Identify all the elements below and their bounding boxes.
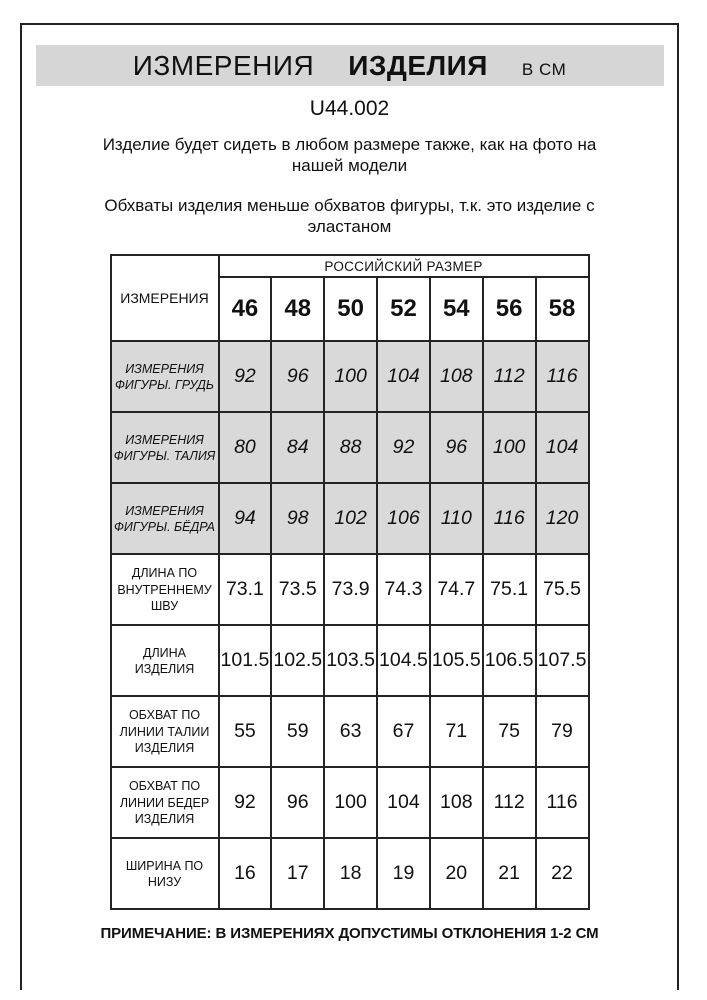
measurement-value: 96 <box>430 412 483 483</box>
measurement-value: 20 <box>430 838 483 909</box>
measurement-value: 73.1 <box>219 554 272 625</box>
table-row <box>111 412 589 483</box>
measurement-value: 74.7 <box>430 554 483 625</box>
table-row <box>111 625 589 696</box>
measurement-value: 80 <box>219 412 272 483</box>
measurement-value: 101.5 <box>219 625 272 696</box>
measurement-value: 73.5 <box>271 554 324 625</box>
measurement-value: 71 <box>430 696 483 767</box>
size-column-header: 56 <box>483 277 536 341</box>
measurement-value: 88 <box>324 412 377 483</box>
measurement-value: 67 <box>377 696 430 767</box>
measurement-value: 75 <box>483 696 536 767</box>
measurement-value: 75.1 <box>483 554 536 625</box>
measurement-value: 55 <box>219 696 272 767</box>
row-label: ДЛИНА ПО ВНУТРЕННЕМУ ШВУ <box>111 554 219 625</box>
measurement-value: 100 <box>324 341 377 412</box>
intro-elastane-note: Обхваты изделия меньше обхватов фигуры, т.к. это изделие с эластаном <box>104 196 595 237</box>
title-product: ИЗДЕЛИЯ <box>348 50 488 81</box>
measurement-value: 92 <box>219 767 272 838</box>
measurement-value: 92 <box>219 341 272 412</box>
size-column-header: 58 <box>536 277 589 341</box>
row-label: ОБХВАТ ПО ЛИНИИ БЕДЕР ИЗДЕЛИЯ <box>111 767 219 838</box>
size-table <box>110 254 590 910</box>
measurement-value: 92 <box>377 412 430 483</box>
measurement-value: 104 <box>377 341 430 412</box>
row-label: ОБХВАТ ПО ЛИНИИ ТАЛИИ ИЗДЕЛИЯ <box>111 696 219 767</box>
table-row <box>111 838 589 909</box>
size-column-header: 54 <box>430 277 483 341</box>
measurement-value: 110 <box>430 483 483 554</box>
tolerance-note: ПРИМЕЧАНИЕ: В ИЗМЕРЕНИЯХ ДОПУСТИМЫ ОТКЛОНЕНИЯ 1-2 СМ <box>100 925 599 943</box>
measurement-value: 94 <box>219 483 272 554</box>
table-row <box>111 341 589 412</box>
measurement-value: 59 <box>271 696 324 767</box>
measurement-value: 112 <box>483 341 536 412</box>
measurement-value: 96 <box>271 341 324 412</box>
size-column-header: 52 <box>377 277 430 341</box>
group-header-russian-size: РОССИЙСКИЙ РАЗМЕР <box>219 255 589 277</box>
title-measurements: ИЗМЕРЕНИЯ <box>132 50 315 81</box>
row-label: ИЗМЕРЕНИЯ ФИГУРЫ. ГРУДЬ <box>111 341 219 412</box>
size-column-header: 50 <box>324 277 377 341</box>
row-label: ИЗМЕРЕНИЯ ФИГУРЫ. ТАЛИЯ <box>111 412 219 483</box>
measurement-value: 104 <box>536 412 589 483</box>
measurement-value: 103.5 <box>324 625 377 696</box>
measurement-value: 120 <box>536 483 589 554</box>
measurement-value: 84 <box>271 412 324 483</box>
document-page <box>20 23 679 990</box>
title-bar <box>36 45 664 86</box>
measurement-value: 17 <box>271 838 324 909</box>
measurement-value: 108 <box>430 341 483 412</box>
article-number: U44.002 <box>309 97 390 120</box>
measurement-value: 21 <box>483 838 536 909</box>
measurement-value: 106.5 <box>483 625 536 696</box>
measurement-value: 100 <box>324 767 377 838</box>
measurement-value: 98 <box>271 483 324 554</box>
measurement-value: 16 <box>219 838 272 909</box>
measurement-value: 73.9 <box>324 554 377 625</box>
size-table-head <box>111 255 589 341</box>
measurement-value: 116 <box>536 341 589 412</box>
measurement-value: 116 <box>483 483 536 554</box>
intro-fit-note: Изделие будет сидеть в любом размере также, как на фото на нашей модели <box>102 135 597 176</box>
measurement-value: 108 <box>430 767 483 838</box>
measurement-value: 100 <box>483 412 536 483</box>
measurement-value: 22 <box>536 838 589 909</box>
table-row <box>111 483 589 554</box>
table-row <box>111 554 589 625</box>
measurement-value: 104 <box>377 767 430 838</box>
measurement-value: 79 <box>536 696 589 767</box>
table-row <box>111 767 589 838</box>
measurement-value: 96 <box>271 767 324 838</box>
table-row <box>111 696 589 767</box>
row-label: ШИРИНА ПО НИЗУ <box>111 838 219 909</box>
measurement-value: 19 <box>377 838 430 909</box>
row-label: ДЛИНА ИЗДЕЛИЯ <box>111 625 219 696</box>
size-table-body <box>111 341 589 909</box>
measurement-value: 74.3 <box>377 554 430 625</box>
title-unit: В СМ <box>521 60 567 79</box>
measurement-value: 63 <box>324 696 377 767</box>
row-label: ИЗМЕРЕНИЯ ФИГУРЫ. БЁДРА <box>111 483 219 554</box>
measurement-value: 18 <box>324 838 377 909</box>
measurement-value: 112 <box>483 767 536 838</box>
measurement-value: 107.5 <box>536 625 589 696</box>
measurement-value: 104.5 <box>377 625 430 696</box>
measurement-value: 106 <box>377 483 430 554</box>
measurement-value: 102 <box>324 483 377 554</box>
measurement-value: 102.5 <box>271 625 324 696</box>
measurement-value: 116 <box>536 767 589 838</box>
size-column-header: 48 <box>271 277 324 341</box>
size-column-header: 46 <box>219 277 272 341</box>
group-header-row <box>111 255 589 277</box>
corner-label: ИЗМЕРЕНИЯ <box>111 255 219 341</box>
measurement-value: 75.5 <box>536 554 589 625</box>
measurement-value: 105.5 <box>430 625 483 696</box>
